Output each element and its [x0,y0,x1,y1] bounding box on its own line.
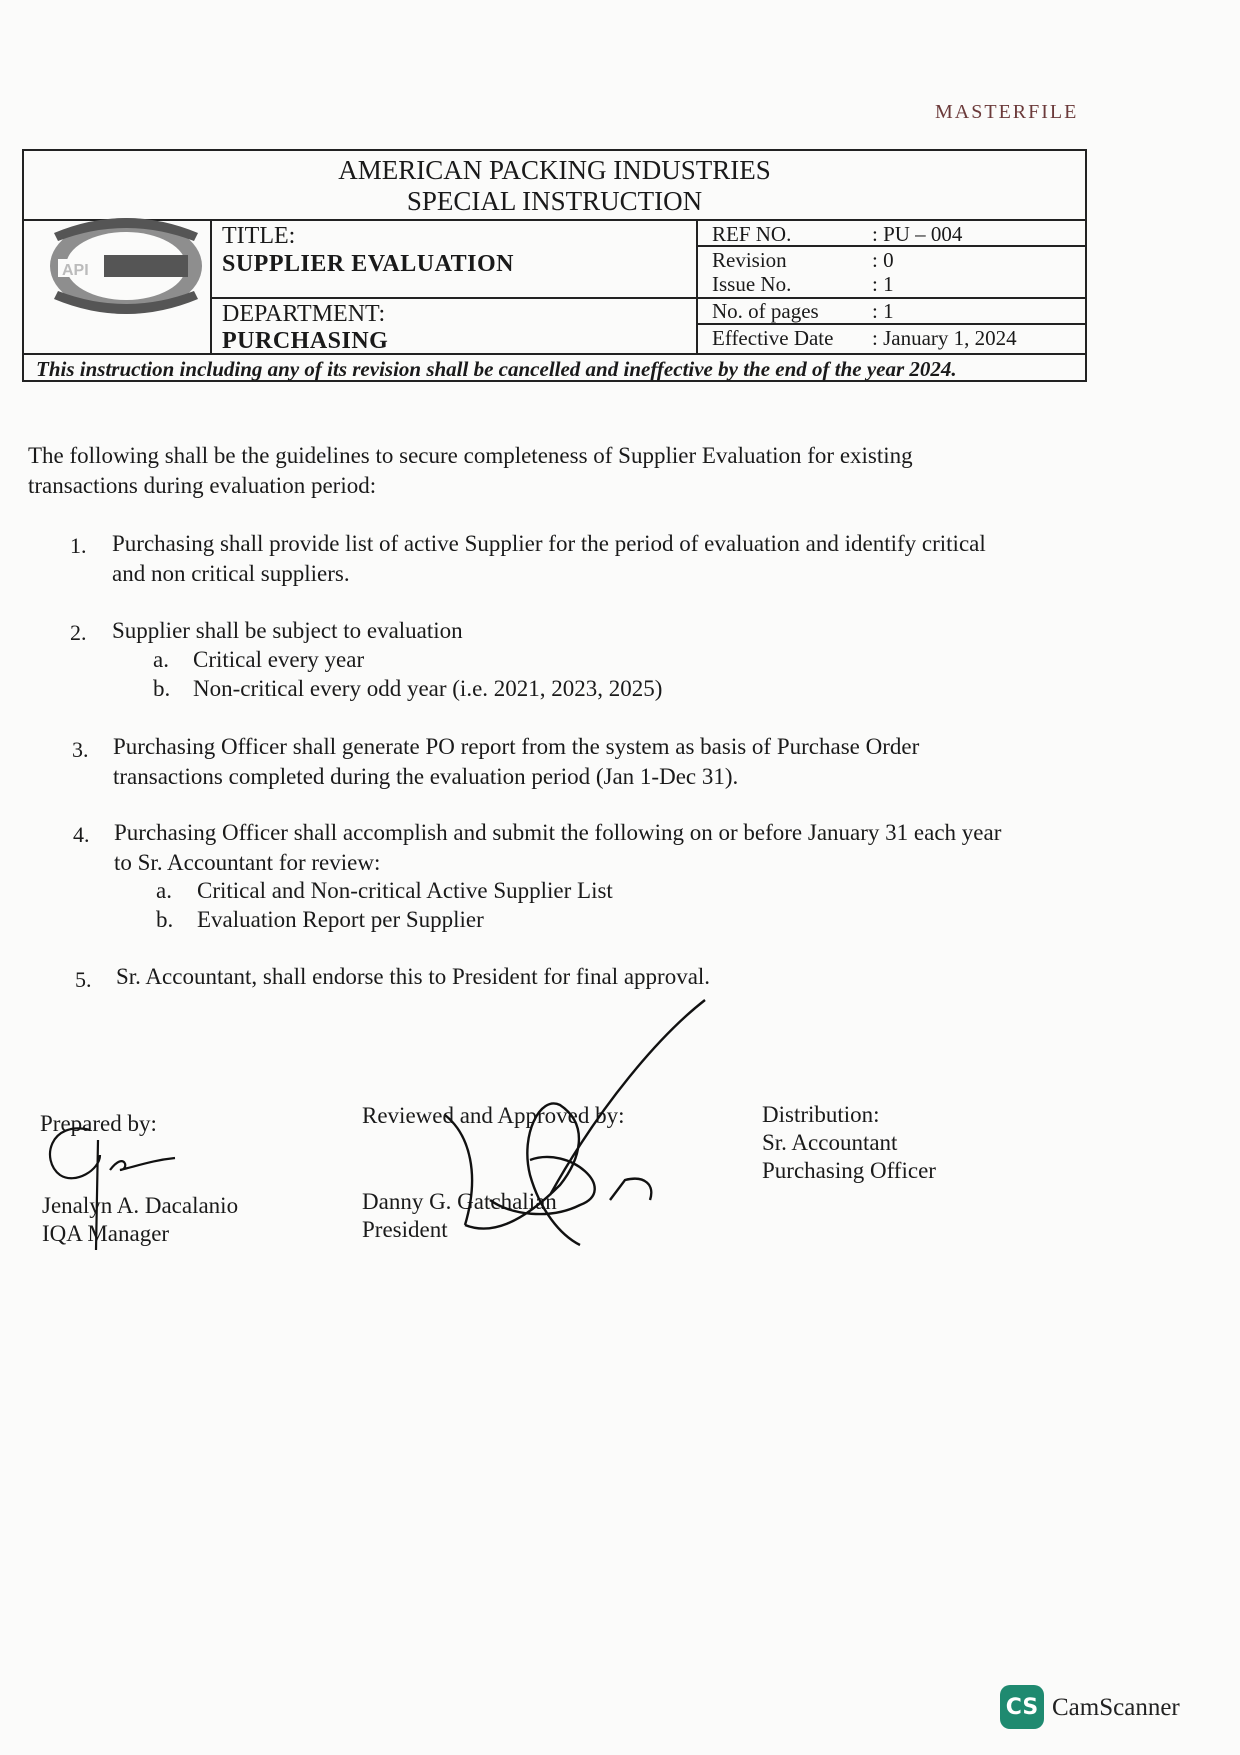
effective-date-value: : January 1, 2024 [872,326,1017,350]
sub-item-text: Critical every year [193,647,365,672]
signature-danny [430,995,720,1265]
header-box [22,149,1087,382]
camscanner-label: CamScanner [1052,1694,1180,1721]
intro-line: The following shall be the guidelines to secure completeness of Supplier Evaluation for existing [28,443,913,468]
sub-item-text: Critical and Non-critical Active Supplier List [197,878,613,903]
item-number: 1. [70,533,87,558]
sub-item-text: Non-critical every odd year (i.e. 2021, 2023, 2025) [193,676,663,701]
prepared-by-label: Prepared by: [40,1111,157,1136]
intro-line: transactions during evaluation period: [28,473,377,498]
list-item: Supplier shall be subject to evaluation [112,618,463,643]
sub-item-text: Evaluation Report per Supplier [197,907,484,932]
issue-no-value: : 1 [872,272,894,296]
company-logo [44,211,209,321]
sub-item-letter: a. [156,878,172,903]
distribution-recipient: Sr. Accountant [762,1130,898,1155]
company-heading [24,155,1085,217]
department-label: DEPARTMENT: [222,301,386,327]
effective-date-label: Effective Date [712,326,834,350]
item-number: 3. [72,737,89,762]
distribution-label: Distribution: [762,1102,880,1127]
list-item [113,732,919,792]
reviewed-by-label: Reviewed and Approved by: [362,1103,625,1128]
sub-item-letter: b. [156,907,174,932]
item-text: to Sr. Accountant for review: [114,850,381,875]
list-item [114,818,1001,878]
company-name: AMERICAN PACKING INDUSTRIES [338,155,771,185]
camscanner-logo: CS [1000,1685,1044,1729]
item-number: 5. [75,967,92,992]
ref-no-value: : PU – 004 [872,222,963,246]
revision-label: Revision [712,248,787,272]
issue-no-label: Issue No. [712,272,792,296]
reviewed-by-title: President [362,1217,448,1242]
item-number: 2. [70,620,87,645]
department-value: PURCHASING [222,328,389,354]
sub-item-letter: a. [153,647,169,672]
distribution-block [762,1101,936,1185]
revision-value: : 0 [872,248,894,272]
title-value: SUPPLIER EVALUATION [222,251,515,277]
item-text: and non critical suppliers. [112,561,350,586]
title-label: TITLE: [222,223,296,249]
pages-value: : 1 [872,299,894,323]
list-item [112,529,986,589]
masterfile-stamp: MASTERFILE [935,101,1079,123]
distribution-recipient: Purchasing Officer [762,1158,936,1183]
ref-no-label: REF NO. [712,222,792,246]
reviewed-by-name: Danny G. Gatchalian [362,1189,557,1214]
item-text: transactions completed during the evaluation period (Jan 1-Dec 31). [113,764,739,789]
document-type: SPECIAL INSTRUCTION [406,186,703,216]
signature-jenalyn [30,1110,190,1260]
prepared-by-title: IQA Manager [42,1221,170,1246]
pages-label: No. of pages [712,299,819,323]
sub-item-letter: b. [153,676,171,701]
validity-note: This instruction including any of its revision shall be cancelled and ineffective by the end of the year 2024. [36,357,957,381]
item-text: Purchasing Officer shall generate PO report from the system as basis of Purchase Order [113,734,920,759]
prepared-by-name: Jenalyn A. Dacalanio [42,1193,239,1218]
item-text: Purchasing Officer shall accomplish and submit the following on or before January 31 each year [114,820,1002,845]
list-item: Sr. Accountant, shall endorse this to President for final approval. [116,964,711,989]
svg-text:API: API [62,262,89,279]
item-text: Purchasing shall provide list of active Supplier for the period of evaluation and identify critical [112,531,986,556]
item-number: 4. [73,822,90,847]
intro-paragraph [28,441,913,501]
